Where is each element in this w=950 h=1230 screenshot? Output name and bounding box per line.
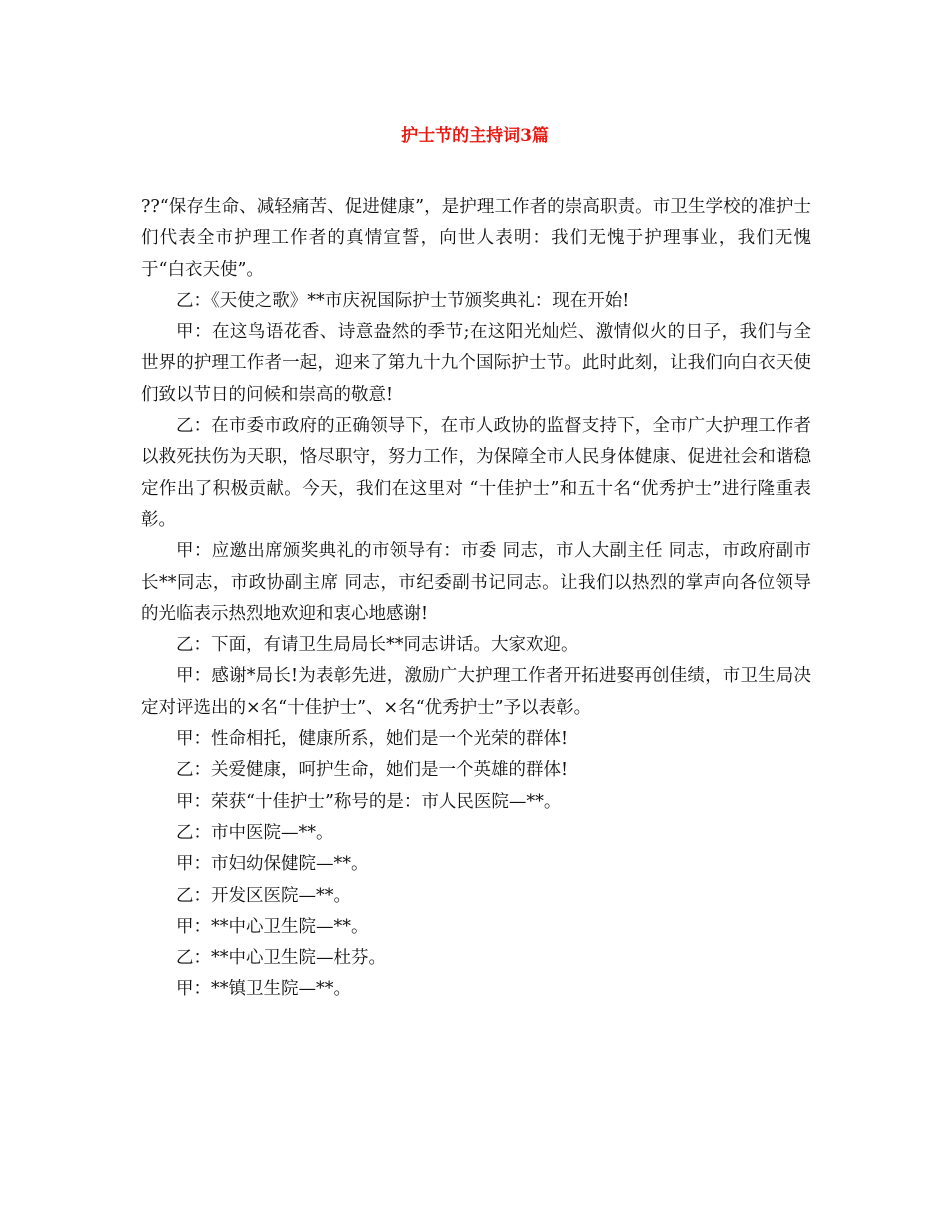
paragraph: ??“保存生命、减轻痛苦、促进健康”，是护理工作者的崇高职责。市卫生学校的准护士们代表全市护理工作者的真情宣誓，向世人表明：我们无愧于护理事业，我们无愧于“白衣天使”。: [141, 197, 811, 280]
paragraph: 甲：感谢*局长!为表彰先进，激励广大护理工作者开拓进娶再创佳绩，市卫生局决定对评选出的×名“十佳护士”、×名“优秀护士”予以表彰。: [141, 666, 811, 718]
paragraph: 甲：荣获“十佳护士”称号的是：市人民医院—**。: [176, 791, 562, 812]
paragraph: 甲：应邀出席颁奖典礼的市领导有：市委 同志，市人大副主任 同志，市政府副市长**同志，市政协副主席 同志，市纪委副书记同志。让我们以热烈的掌声向各位领导的光临表示热烈地欢迎和衷心地感谢!: [141, 541, 811, 624]
document-body: [141, 192, 811, 1006]
paragraph: 乙：关爱健康，呵护生命，她们是一个英雄的群体!: [176, 760, 569, 781]
paragraph: 乙：**中心卫生院—杜芬。: [176, 948, 386, 969]
paragraph: 乙：《天使之歌》**市庆祝国际护士节颁奖典礼：现在开始!: [176, 290, 630, 311]
paragraph: 甲：**镇卫生院—**。: [176, 979, 351, 1000]
paragraph: 乙：开发区医院—**。: [176, 885, 351, 906]
paragraph: 乙：市中医院—**。: [176, 822, 334, 843]
paragraph: 乙：下面，有请卫生局局长**同志讲话。大家欢迎。: [176, 635, 579, 656]
paragraph: 甲：**中心卫生院—**。: [176, 916, 369, 937]
document-title: 护士节的主持词3篇: [401, 126, 549, 146]
paragraph: 甲：市妇幼保健院—**。: [176, 854, 369, 875]
paragraph: 甲：性命相托，健康所系，她们是一个光荣的群体!: [176, 729, 569, 750]
paragraph: 甲：在这鸟语花香、诗意盎然的季节;在这阳光灿烂、激情似火的日子，我们与全世界的护理工作者一起，迎来了第九十九个国际护士节。此时此刻，让我们向白衣天使们致以节日的问候和崇高的敬意!: [141, 322, 811, 405]
paragraph: 乙：在市委市政府的正确领导下，在市人政协的监督支持下，全市广大护理工作者以救死扶伤为天职，恪尽职守，努力工作，为保障全市人民身体健康、促进社会和谐稳定作出了积极贡献。今天，我们在这里对 “十佳护士”和五十名“优秀护士”进行隆重表彰。: [141, 416, 811, 530]
